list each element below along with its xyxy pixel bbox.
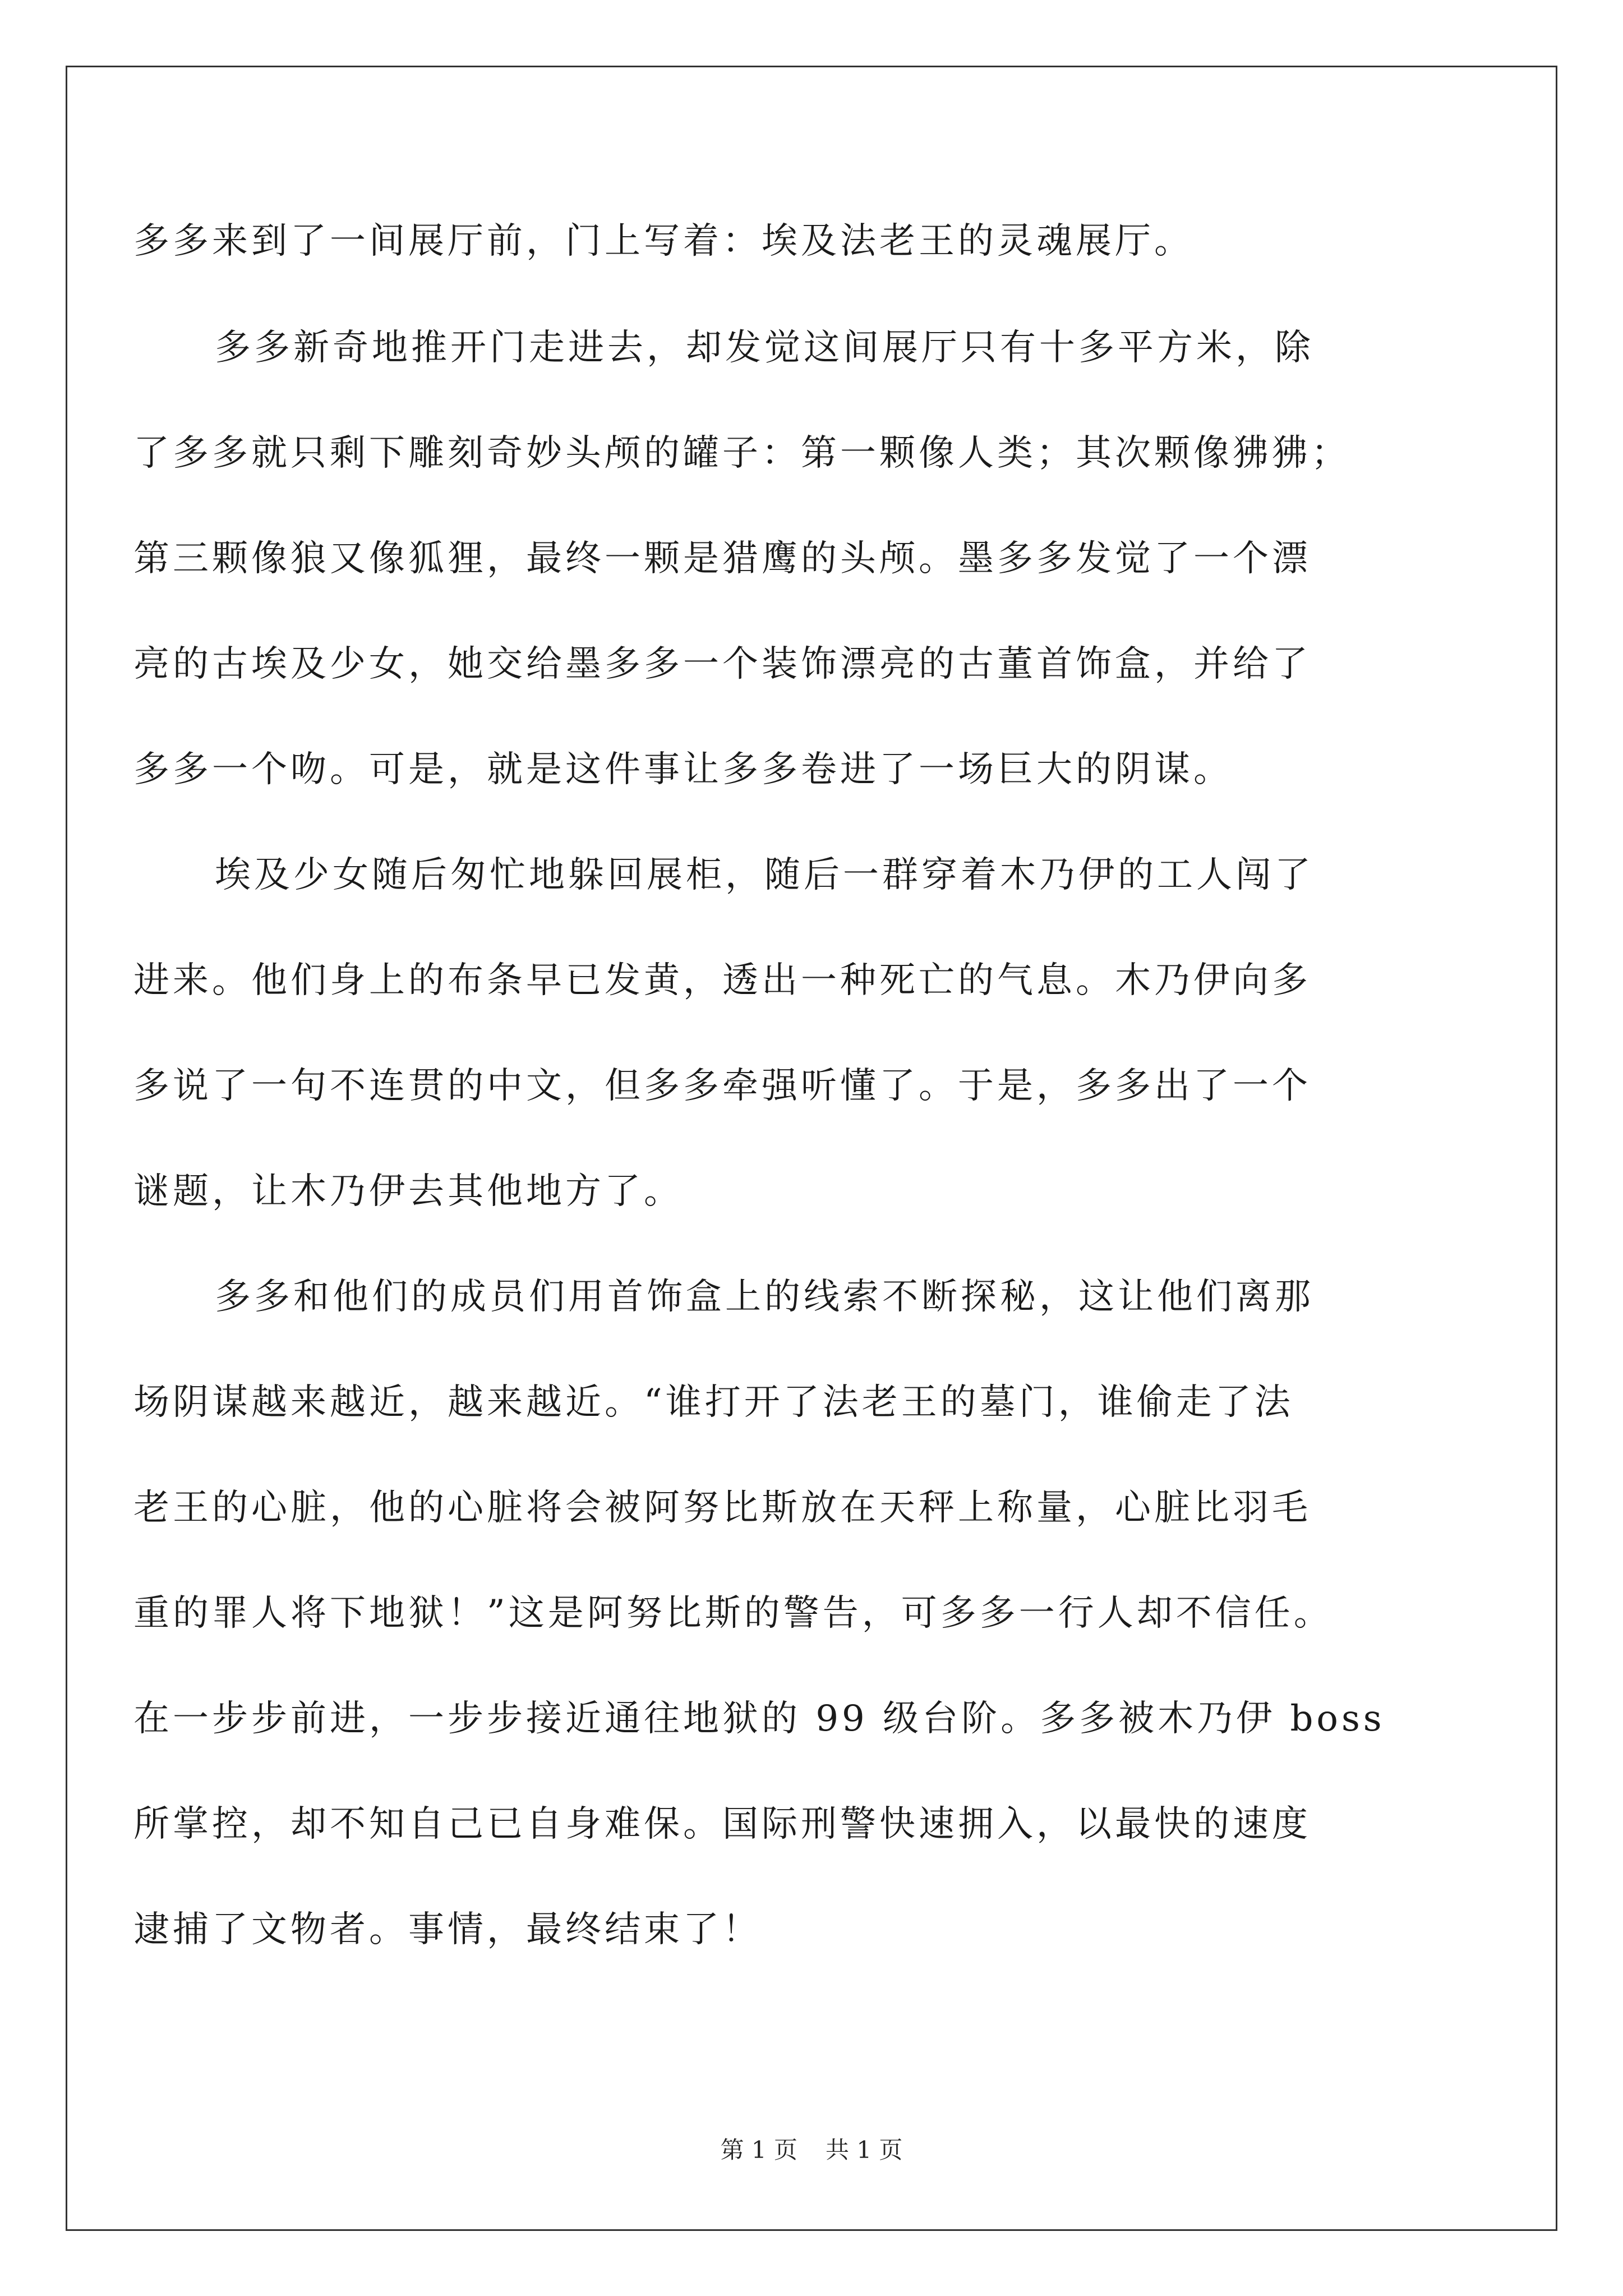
- page-footer: [0, 2132, 1623, 2165]
- text-line: 埃及少女随后匆忙地躲回展柜，随后一群穿着木乃伊的工人闯了: [215, 854, 1314, 896]
- text-line: 进来。他们身上的布条早已发黄，透出一种死亡的气息。木乃伊向多: [133, 960, 1311, 1001]
- text-line: 多多和他们的成员们用首饰盒上的线索不断探秘，这让他们离那: [215, 1276, 1314, 1318]
- page-number: 第 1 页: [720, 2136, 797, 2164]
- text-line: 在一步步前进，一步步接近通往地狱的 99 级台阶。多多被木乃伊 boss: [133, 1698, 1385, 1740]
- text-line: 多多新奇地推开门走进去，却发觉这间展厅只有十多平方米，除: [215, 327, 1314, 369]
- text-line: 了多多就只剩下雕刻奇妙头颅的罐子：第一颗像人类；其次颗像狒狒；: [133, 432, 1350, 474]
- text-line: 多多一个吻。可是，就是这件事让多多卷进了一场巨大的阴谋。: [133, 749, 1233, 790]
- text-line: 逮捕了文物者。事情，最终结束了！: [133, 1909, 762, 1950]
- text-line: 第三颗像狼又像狐狸，最终一颗是猎鹰的头颅。墨多多发觉了一个漂: [133, 538, 1311, 579]
- text-line: 所掌控，却不知自己已自身难保。国际刑警快速拥入，以最快的速度: [133, 1803, 1311, 1845]
- text-line: 多说了一句不连贯的中文，但多多牵强听懂了。于是，多多出了一个: [133, 1065, 1311, 1107]
- text-line: 多多来到了一间展厅前，门上写着：埃及法老王的灵魂展厅。: [133, 220, 1193, 262]
- text-line: 亮的古埃及少女，她交给墨多多一个装饰漂亮的古董首饰盒，并给了: [133, 643, 1311, 685]
- text-line: 场阴谋越来越近，越来越近。“谁打开了法老王的墓门，谁偷走了法: [133, 1382, 1294, 1423]
- text-line: 谜题，让木乃伊去其他地方了。: [133, 1171, 683, 1212]
- page-total: 共 1 页: [826, 2136, 903, 2164]
- text-line: 重的罪人将下地狱！”这是阿努比斯的警告，可多多一行人却不信任。: [133, 1593, 1333, 1634]
- text-line: 老王的心脏，他的心脏将会被阿努比斯放在天秤上称量，心脏比羽毛: [133, 1487, 1311, 1529]
